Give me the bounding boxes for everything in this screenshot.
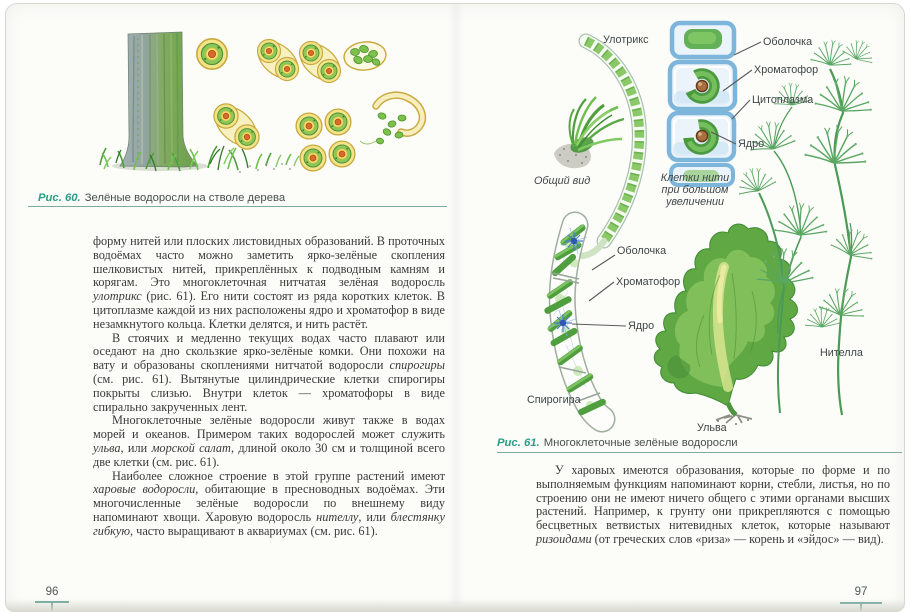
label-nucleus-top: Ядро bbox=[738, 138, 765, 150]
label-nucleus-spirogyra: Ядро bbox=[628, 320, 655, 332]
figure-61-illustration bbox=[490, 15, 905, 440]
label-shell-top: Оболочка bbox=[763, 36, 813, 48]
body-text-run: (рис. 61). Его нити состоят из ряда коротких клеток. В цитоплазме каждой из них расположены ядро и хроматофор в виде незамкнутого кольца. Клетки делятся, и нить растёт. bbox=[93, 289, 445, 331]
figure-61-caption-text: Многоклеточные зелёные водоросли bbox=[543, 437, 738, 449]
tree-trunk-art bbox=[112, 32, 208, 171]
open-capsule-art bbox=[360, 95, 422, 144]
species-name-italic: ульва bbox=[93, 440, 121, 455]
label-nitella: Нителла bbox=[820, 347, 863, 359]
species-name-italic: морской салат bbox=[151, 440, 231, 455]
page-number-right: 97 bbox=[854, 586, 868, 598]
ulotrix-filament-art bbox=[582, 41, 639, 256]
ulva-art bbox=[654, 224, 797, 425]
paragraph bbox=[93, 414, 445, 469]
species-name-italic: спирогиры bbox=[389, 358, 445, 373]
paragraph bbox=[93, 470, 445, 539]
page-number-left: 96 bbox=[45, 586, 59, 598]
label-ulotrix: Улотрикс bbox=[603, 34, 649, 46]
general-view-tuft-art bbox=[554, 97, 624, 168]
body-text-run: Наиболее сложное строение в этой группе растений имеют bbox=[112, 468, 445, 483]
label-shell-spirogyra: Оболочка bbox=[617, 245, 667, 257]
figure-60-caption-text: Зелёные водоросли на стволе дерева bbox=[84, 192, 286, 204]
right-page-text-column bbox=[536, 464, 890, 547]
body-text-run: , обитающие в пресноводных водоёмах. Эти многочисленные зелёные водоросли по внешнему виду напоминают хвощи. Харовую водоросль bbox=[93, 482, 445, 524]
figure-61-caption bbox=[497, 437, 738, 450]
figure-61-number: Рис. 61. bbox=[497, 437, 540, 449]
leader-lines-spirogyra bbox=[572, 255, 626, 326]
species-name-italic: ризоидами bbox=[536, 531, 592, 546]
figure-60-caption bbox=[38, 192, 285, 205]
left-page-text-column bbox=[93, 235, 445, 539]
label-cytoplasm: Цитоплазма bbox=[752, 94, 814, 106]
figure-60-illustration bbox=[90, 14, 442, 186]
body-text-run: (см. рис. 61). Вытянутые цилиндрические клетки спирогиры покрыты слизью. Внутри клеток — хроматофоры в виде спирально закрученных лент. bbox=[93, 371, 445, 414]
body-text-run: У харовых имеются образования, которые по форме и по выполняемым функциям напоминают корни, стебли, листья, но по строению они не имеют ничего общего с этими органами высших растений. Например, к грунту они прикрепляются с помощью бесцветных ветвистых нитевидных клеток, которые называют bbox=[536, 463, 890, 533]
label-spirogyra: Спирогира bbox=[527, 394, 581, 406]
label-cells-zoom-note: Клетки нити при большом увеличении bbox=[660, 172, 730, 208]
species-name-italic: блестянку гибкую bbox=[93, 509, 445, 538]
spore-capsule-art bbox=[343, 40, 388, 72]
species-name-italic: нителлу bbox=[316, 509, 359, 524]
label-chromatophore-top: Хроматофор bbox=[754, 64, 819, 76]
body-text-run: В стоячих и медленно текущих водах часто плавают или оседают на дно скользкие ярко-зелёные комки. Они похожи на вату и образованы скоплениями нитчатой водоросли bbox=[93, 330, 445, 373]
body-text-run: , или bbox=[358, 509, 391, 524]
body-text-run: форму нитей или плоских листовидных образований. В проточных водоёмах часто можно заметить ярко-зелёные скопления шелковистых нитей, прикреплённых к подводным камням и корягам. Это многоклеточная нитчатая зелёная водоросль bbox=[93, 234, 445, 290]
body-text-run: , или bbox=[120, 440, 152, 455]
figure-60-rule bbox=[28, 206, 447, 207]
species-name-italic: улотрикс bbox=[93, 289, 142, 304]
body-text-run: , часто выращивают в аквариумах (см. рис. 61). bbox=[130, 523, 378, 538]
ulotrix-magnified-cells-art bbox=[669, 23, 735, 185]
label-ulva: Ульва bbox=[697, 422, 727, 434]
book-spine-shadow bbox=[448, 4, 464, 604]
paragraph bbox=[93, 235, 445, 332]
label-general-view: Общий вид bbox=[534, 175, 591, 187]
figure-61-rule bbox=[497, 452, 902, 453]
label-chromatophore-spirogyra: Хроматофор bbox=[616, 276, 681, 288]
species-name-italic: харовые водоросли bbox=[93, 482, 196, 497]
paragraph bbox=[93, 332, 445, 415]
figure-60-number: Рис. 60. bbox=[38, 192, 81, 204]
body-text-run: (от греческих слов «риза» — корень и «эйдос» — вид). bbox=[591, 531, 884, 546]
body-text-run: Многоклеточные зелёные водоросли живут также в водах морей и океанов. Примером таких водорослей может служить bbox=[93, 413, 445, 442]
paragraph bbox=[536, 464, 890, 547]
figure-61 bbox=[490, 15, 905, 440]
page-bottom-edge-shadow bbox=[5, 599, 905, 612]
body-text-run: , длиной около 30 см и толщиной всего две клетки (см. рис. 61). bbox=[93, 440, 445, 469]
